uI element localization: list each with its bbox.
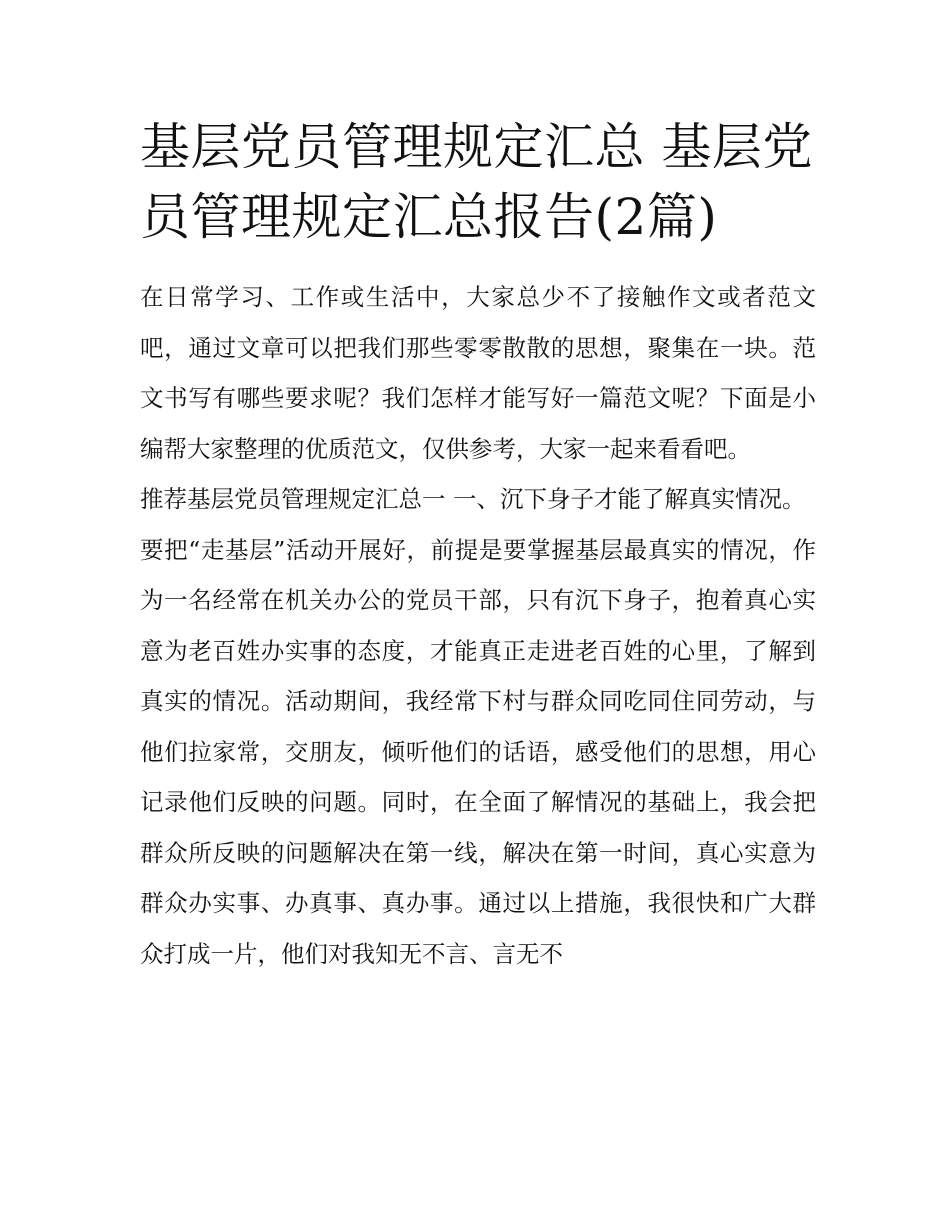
document-content — [140, 112, 816, 979]
body-paragraph: 要把“走基层”活动开展好，前提是要掌握基层最真实的情况，作为一名经常在机关办公的党员干部，只有沉下身子，抱着真心实意为老百姓办实事的态度，才能真正走进老百姓的心里，了解到真实的情况。活动期间，我经常下村与群众同吃同住同劳动，与他们拉家常，交朋友，倾听他们的话语，感受他们的思想，用心记录他们反映的问题。同时，在全面了解情况的基础上，我会把群众所反映的问题解决在第一线，解决在第一时间，真心实意为群众办实事、办真事、真办事。通过以上措施，我很快和广大群众打成一片，他们对我知无不言、言无不 — [140, 535, 816, 968]
section-heading-paragraph: 推荐基层党员管理规定汇总一 一、沉下身子才能了解真实情况。 — [140, 485, 806, 513]
document-title: 基层党员管理规定汇总 基层党员管理规定汇总报告(2篇) — [140, 118, 813, 246]
document-body — [140, 272, 816, 979]
intro-paragraph: 在日常学习、工作或生活中，大家总少不了接触作文或者范文吧，通过文章可以把我们那些零零散散的思想，聚集在一块。范文书写有哪些要求呢？我们怎样才能写好一篇范文呢？下面是小编帮大家整理的优质范文，仅供参考，大家一起来看看吧。 — [140, 283, 816, 463]
